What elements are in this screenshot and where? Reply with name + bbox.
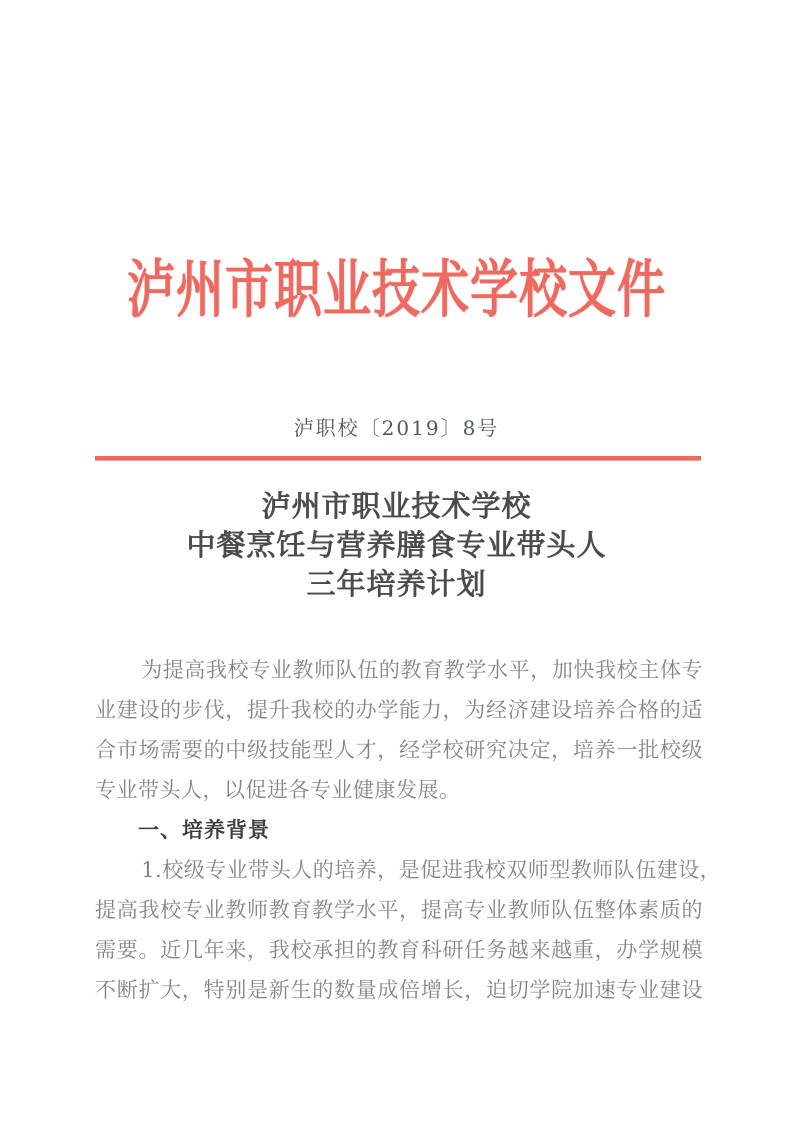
section-1-heading: 一、培养背景 (138, 818, 271, 842)
intro-paragraph-line: 为提高我校专业教师队伍的教育教学水平，加快我校主体专 (141, 658, 703, 682)
document-body (95, 650, 722, 1010)
document-title-line-1: 泸州市职业技术学校 (261, 489, 532, 523)
letterhead-banner (0, 253, 793, 327)
intro-paragraph-line: 专业带头人，以促进各专业健康发展。 (95, 778, 461, 802)
intro-paragraph-line: 合市场需要的中级技能型人才，经学校研究决定，培养一批校级 (95, 738, 703, 762)
document-title-line-2: 中餐烹饪与营养膳食专业带头人 (186, 528, 607, 562)
section-1-line: 需要。近几年来，我校承担的教育科研任务越来越重，办学规模 (95, 938, 703, 962)
intro-paragraph-line: 业建设的步伐，提升我校的办学能力，为经济建设培养合格的适 (95, 698, 703, 722)
section-1-line: 1.校级专业带头人的培养，是促进我校双师型教师队伍建设， (141, 858, 722, 882)
section-1-line: 不断扩大，特别是新生的数量成倍增长，迫切学院加速专业建设 (95, 978, 703, 1002)
letterhead-title: 泸州市职业技术学校文件 (126, 253, 666, 327)
document-number: 泸职校〔2019〕8号 (293, 416, 500, 440)
red-divider-rule (95, 456, 701, 460)
section-1-line: 提高我校专业教师教育教学水平，提高专业教师队伍整体素质的 (95, 898, 703, 922)
document-title (0, 487, 793, 604)
document-title-line-3: 三年培养计划 (306, 567, 487, 601)
